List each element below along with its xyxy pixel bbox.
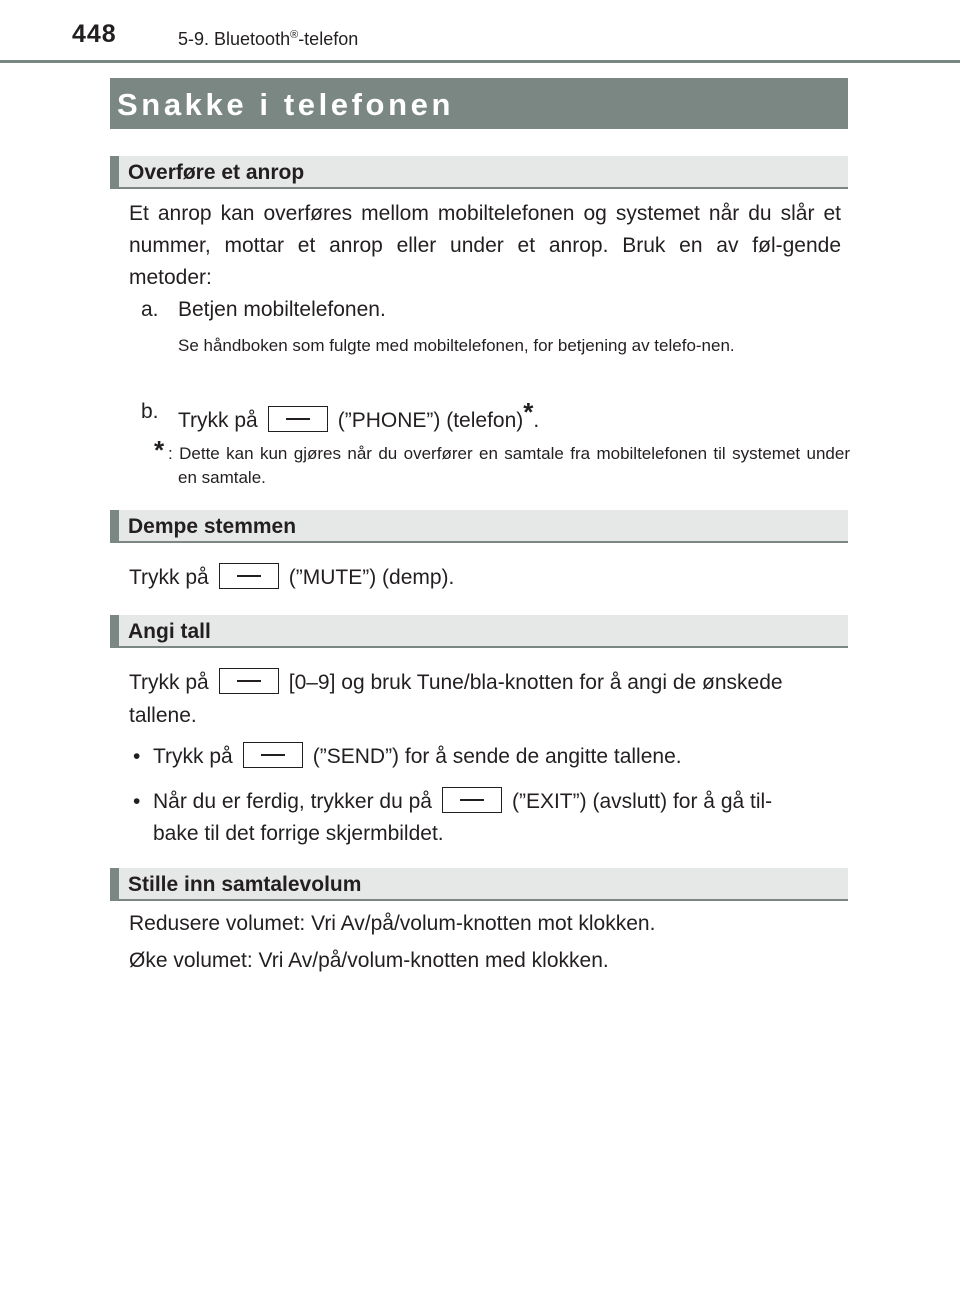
bullet-2-marker: • (133, 790, 141, 813)
mute-after: (”MUTE”) (demp). (288, 566, 455, 589)
header-rule (0, 60, 960, 63)
section-heading-mute (110, 510, 848, 543)
volume-line2: Øke volumet: Vri Av/på/volum-knotten med klokken. (129, 949, 609, 972)
bullet-2-line2: bake til det forrige skjermbildet. (153, 822, 444, 845)
bullet-1-marker: • (133, 745, 141, 768)
registered-mark: ® (290, 29, 299, 41)
mute-before: Trykk på (129, 566, 209, 589)
section-heading-digits (110, 615, 848, 648)
bullet-1-line (153, 741, 682, 773)
item-b-after: (”PHONE”) (telefon) (337, 409, 524, 432)
section-heading-label: Overføre et anrop (128, 161, 305, 184)
section-heading-label: Stille inn samtalevolum (128, 873, 362, 896)
running-head-suffix: -telefon (298, 29, 359, 49)
page-number: 448 (72, 20, 117, 48)
item-b-period: . (533, 409, 540, 432)
mute-line (129, 562, 454, 594)
volume-line1: Redusere volumet: Vri Av/på/volum-knotten mot klokken. (129, 912, 656, 935)
footnote-marker: * (154, 435, 165, 465)
footnote-star: * (523, 397, 534, 427)
footnote-text: : Dette kan kun gjøres når du overfører en samtale fra mobiltelefonen til systemet under en samtale. (168, 444, 850, 487)
digits-after: [0–9] og bruk Tune/bla-knotten for å angi de ønskede (288, 671, 783, 694)
item-a-text: Betjen mobiltelefonen. (178, 298, 386, 321)
mute-button-icon (219, 563, 279, 589)
section-heading-volume (110, 868, 848, 901)
item-b-marker: b. (141, 400, 159, 423)
send-button-icon (243, 742, 303, 768)
bullet-1-after: (”SEND”) for å sende de angitte tallene. (312, 745, 682, 768)
bullet-2-before: Når du er ferdig, trykker du på (153, 790, 432, 813)
item-a-marker: a. (141, 298, 159, 321)
transfer-intro: Et anrop kan overføres mellom mobiltelefonen og systemet når du slår et nummer, mottar et anrop eller under et anrop. Bruk en av føl-gende metoder: (129, 202, 841, 289)
section-heading-label: Dempe stemmen (128, 515, 297, 538)
digits-before: Trykk på (129, 671, 209, 694)
section-heading-transfer (110, 156, 848, 189)
running-head-prefix: 5-9. Bluetooth (178, 29, 291, 49)
item-a-note: Se håndboken som fulgte med mobiltelefonen, for betjening av telefo-nen. (178, 336, 735, 355)
running-head (178, 29, 358, 50)
digits-button-icon (219, 668, 279, 694)
bullet-2-line1 (153, 786, 772, 818)
section-heading-label: Angi tall (128, 620, 211, 643)
digits-line2: tallene. (129, 704, 197, 727)
page-title: Snakke i telefonen (117, 87, 455, 122)
title-banner (110, 78, 848, 129)
phone-button-icon (268, 406, 328, 432)
bullet-2-after: (”EXIT”) (avslutt) for å gå til- (511, 790, 773, 813)
item-b-line (178, 396, 539, 437)
exit-button-icon (442, 787, 502, 813)
bullet-1-before: Trykk på (153, 745, 233, 768)
item-b-before: Trykk på (178, 409, 258, 432)
digits-line1 (129, 667, 783, 699)
